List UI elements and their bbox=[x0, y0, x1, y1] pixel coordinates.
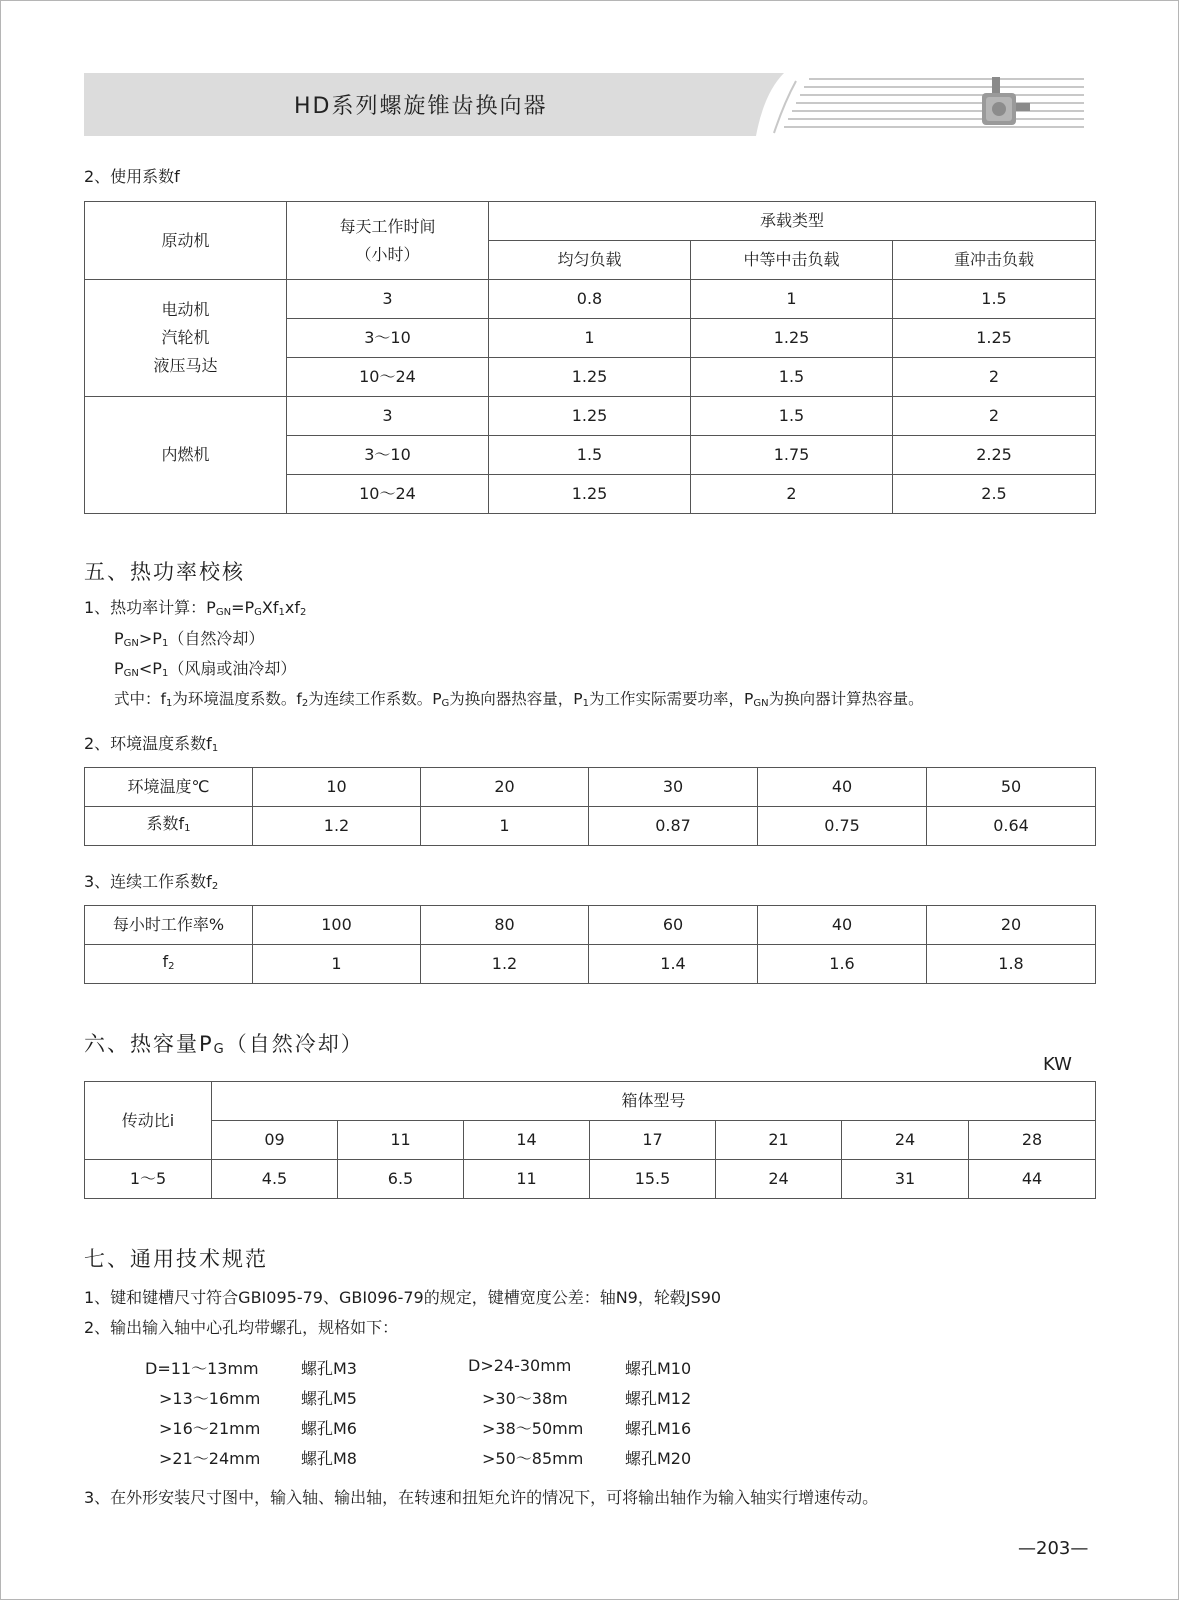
table-cell: 0.64 bbox=[927, 807, 1096, 846]
header-daily-hours-line2: （小时） bbox=[355, 244, 420, 264]
table-cell: 2.25 bbox=[893, 436, 1096, 475]
spec-thread-right: 螺孔M20 bbox=[625, 1449, 692, 1468]
spec-size-right: >30～38m bbox=[482, 1389, 568, 1408]
header-box-model: 箱体型号 bbox=[212, 1082, 1096, 1121]
table-cell: 1.25 bbox=[489, 358, 691, 397]
spec-thread-left: 螺孔M5 bbox=[301, 1389, 357, 1408]
row-label: 每小时工作率% bbox=[85, 906, 253, 945]
table-cell: 2.5 bbox=[893, 475, 1096, 514]
spec-size-left: >16～21mm bbox=[159, 1419, 261, 1438]
temp-factor-heading: 2、环境温度系数$f_1$ bbox=[84, 734, 219, 754]
table-cell: 20 bbox=[927, 906, 1096, 945]
formula-natural-cooling: $P_{GN}>P_1$（自然冷却） bbox=[114, 629, 265, 649]
header-prime-mover: 原动机 bbox=[85, 202, 287, 280]
section7-heading: 七、通用技术规范 bbox=[84, 1247, 268, 1271]
section6-heading: 六、热容量$P_G$（自然冷却） bbox=[84, 1032, 364, 1057]
spec-size-right: D>24-30mm bbox=[468, 1356, 572, 1375]
table-cell: 1.5 bbox=[893, 280, 1096, 319]
model-cell: 21 bbox=[716, 1121, 842, 1160]
model-cell: 14 bbox=[464, 1121, 590, 1160]
spec-thread-left: 螺孔M3 bbox=[301, 1359, 357, 1378]
header-daily-hours-line1: 每天工作时间 bbox=[339, 216, 436, 236]
table-cell: 100 bbox=[253, 906, 421, 945]
table-cell: 6.5 bbox=[338, 1160, 464, 1199]
header-daily-hours bbox=[287, 202, 489, 280]
group1-line: 汽轮机 bbox=[161, 328, 210, 347]
load-type-medium: 中等中击负载 bbox=[691, 241, 893, 280]
unit-label: KW bbox=[1043, 1054, 1072, 1075]
table-cell: 1.6 bbox=[758, 945, 927, 984]
table-cell: 20 bbox=[421, 768, 589, 807]
spec-size-left: >13～16mm bbox=[159, 1389, 261, 1408]
spec-thread-left: 螺孔M8 bbox=[301, 1449, 357, 1468]
row-label: 系数$f_1$ bbox=[85, 807, 253, 846]
table-cell: 10～24 bbox=[287, 358, 489, 397]
table-cell: 1.4 bbox=[589, 945, 758, 984]
table-cell: 1.5 bbox=[691, 358, 893, 397]
table-cell: 1 bbox=[421, 807, 589, 846]
table-cell: 2 bbox=[893, 397, 1096, 436]
table-cell: 1.25 bbox=[893, 319, 1096, 358]
thermal-formula: 1、热功率计算：$P_{GN}=P_GXf_1xf_2$ bbox=[84, 598, 307, 618]
load-type-uniform: 均匀负载 bbox=[489, 241, 691, 280]
spec-size-right: >50～85mm bbox=[482, 1449, 584, 1468]
page-number: —203— bbox=[1018, 1538, 1089, 1559]
spec-item-2: 2、输出输入轴中心孔均带螺孔，规格如下： bbox=[84, 1318, 399, 1337]
model-cell: 17 bbox=[590, 1121, 716, 1160]
table-cell: 4.5 bbox=[212, 1160, 338, 1199]
row-label: 环境温度℃ bbox=[85, 768, 253, 807]
header-load-type: 承载类型 bbox=[489, 202, 1096, 241]
table-cell: 50 bbox=[927, 768, 1096, 807]
page-header bbox=[84, 73, 1094, 136]
formula-fan-cooling: $P_{GN}<P_1$（风扇或油冷却） bbox=[114, 659, 297, 679]
table-cell: 1.2 bbox=[421, 945, 589, 984]
table-cell: 3～10 bbox=[287, 319, 489, 358]
header-decoration bbox=[84, 73, 1094, 136]
model-cell: 28 bbox=[969, 1121, 1096, 1160]
group1-line: 液压马达 bbox=[153, 356, 218, 375]
temp-factor-table bbox=[84, 767, 1096, 846]
load-type-heavy: 重冲击负载 bbox=[893, 241, 1096, 280]
table-cell: 1.8 bbox=[927, 945, 1096, 984]
model-cell: 24 bbox=[842, 1121, 969, 1160]
spec-thread-right: 螺孔M16 bbox=[625, 1419, 692, 1438]
model-cell: 09 bbox=[212, 1121, 338, 1160]
table-cell: 0.75 bbox=[758, 807, 927, 846]
table-cell: 3～10 bbox=[287, 436, 489, 475]
table-cell: 2 bbox=[691, 475, 893, 514]
table-cell: 24 bbox=[716, 1160, 842, 1199]
spec-thread-right: 螺孔M12 bbox=[625, 1389, 692, 1408]
spec-thread-right: 螺孔M10 bbox=[625, 1359, 692, 1378]
spec-size-left: >21～24mm bbox=[159, 1449, 261, 1468]
table-cell: 1.25 bbox=[489, 475, 691, 514]
spec-thread-left: 螺孔M6 bbox=[301, 1419, 357, 1438]
spec-size-left: D=11～13mm bbox=[145, 1359, 259, 1378]
table-cell: 1.5 bbox=[691, 397, 893, 436]
thermal-capacity-table bbox=[84, 1081, 1096, 1199]
page-title: HD系列螺旋锥齿换向器 bbox=[294, 94, 548, 119]
table-cell: 1.75 bbox=[691, 436, 893, 475]
table-cell: 2 bbox=[893, 358, 1096, 397]
spec-item-3: 3、在外形安装尺寸图中，输入轴、输出轴，在转速和扭矩允许的情况下，可将输出轴作为输入轴实行增速传动。 bbox=[84, 1488, 879, 1507]
table-cell: 1 bbox=[253, 945, 421, 984]
table-cell: 0.87 bbox=[589, 807, 758, 846]
section5-heading: 五、热功率校核 bbox=[84, 560, 245, 584]
table-cell: 11 bbox=[464, 1160, 590, 1199]
formula-explanation: 式中：$f_1$为环境温度系数。$f_2$为连续工作系数。$P_G$为换向器热容量，$P_1$为工作实际需要功率，$P_{GN}$为换向器计算热容量。 bbox=[114, 690, 924, 709]
row-label: $f_2$ bbox=[85, 945, 253, 984]
table-cell: 15.5 bbox=[590, 1160, 716, 1199]
table-cell: 31 bbox=[842, 1160, 969, 1199]
table-cell: 1 bbox=[489, 319, 691, 358]
table-cell: 10～24 bbox=[287, 475, 489, 514]
table-cell: 30 bbox=[589, 768, 758, 807]
continuous-factor-table bbox=[84, 905, 1096, 984]
continuous-factor-heading: 3、连续工作系数$f_2$ bbox=[84, 872, 219, 892]
usage-factor-table bbox=[84, 201, 1096, 514]
table-cell: 1.25 bbox=[489, 397, 691, 436]
spec-size-right: >38～50mm bbox=[482, 1419, 584, 1438]
table-cell: 1.5 bbox=[489, 436, 691, 475]
table-cell: 1 bbox=[691, 280, 893, 319]
table-cell: 3 bbox=[287, 280, 489, 319]
usage-factor-heading: 2、使用系数f bbox=[84, 167, 180, 186]
spec-item-1: 1、键和键槽尺寸符合GBI095-79、GBI096-79的规定，键槽宽度公差：轴N9，轮毂JS90 bbox=[84, 1288, 722, 1307]
table-cell: 1.2 bbox=[253, 807, 421, 846]
group-combustion-engine: 内燃机 bbox=[85, 397, 287, 514]
ratio-cell: 1～5 bbox=[85, 1160, 212, 1199]
model-cell: 11 bbox=[338, 1121, 464, 1160]
table-cell: 3 bbox=[287, 397, 489, 436]
header-ratio: 传动比i bbox=[85, 1082, 212, 1160]
table-cell: 40 bbox=[758, 768, 927, 807]
table-cell: 40 bbox=[758, 906, 927, 945]
group1-line: 电动机 bbox=[161, 300, 210, 319]
table-cell: 44 bbox=[969, 1160, 1096, 1199]
table-cell: 10 bbox=[253, 768, 421, 807]
table-cell: 0.8 bbox=[489, 280, 691, 319]
table-cell: 1.25 bbox=[691, 319, 893, 358]
table-cell: 60 bbox=[589, 906, 758, 945]
group-electric-motor bbox=[85, 280, 287, 397]
table-cell: 80 bbox=[421, 906, 589, 945]
